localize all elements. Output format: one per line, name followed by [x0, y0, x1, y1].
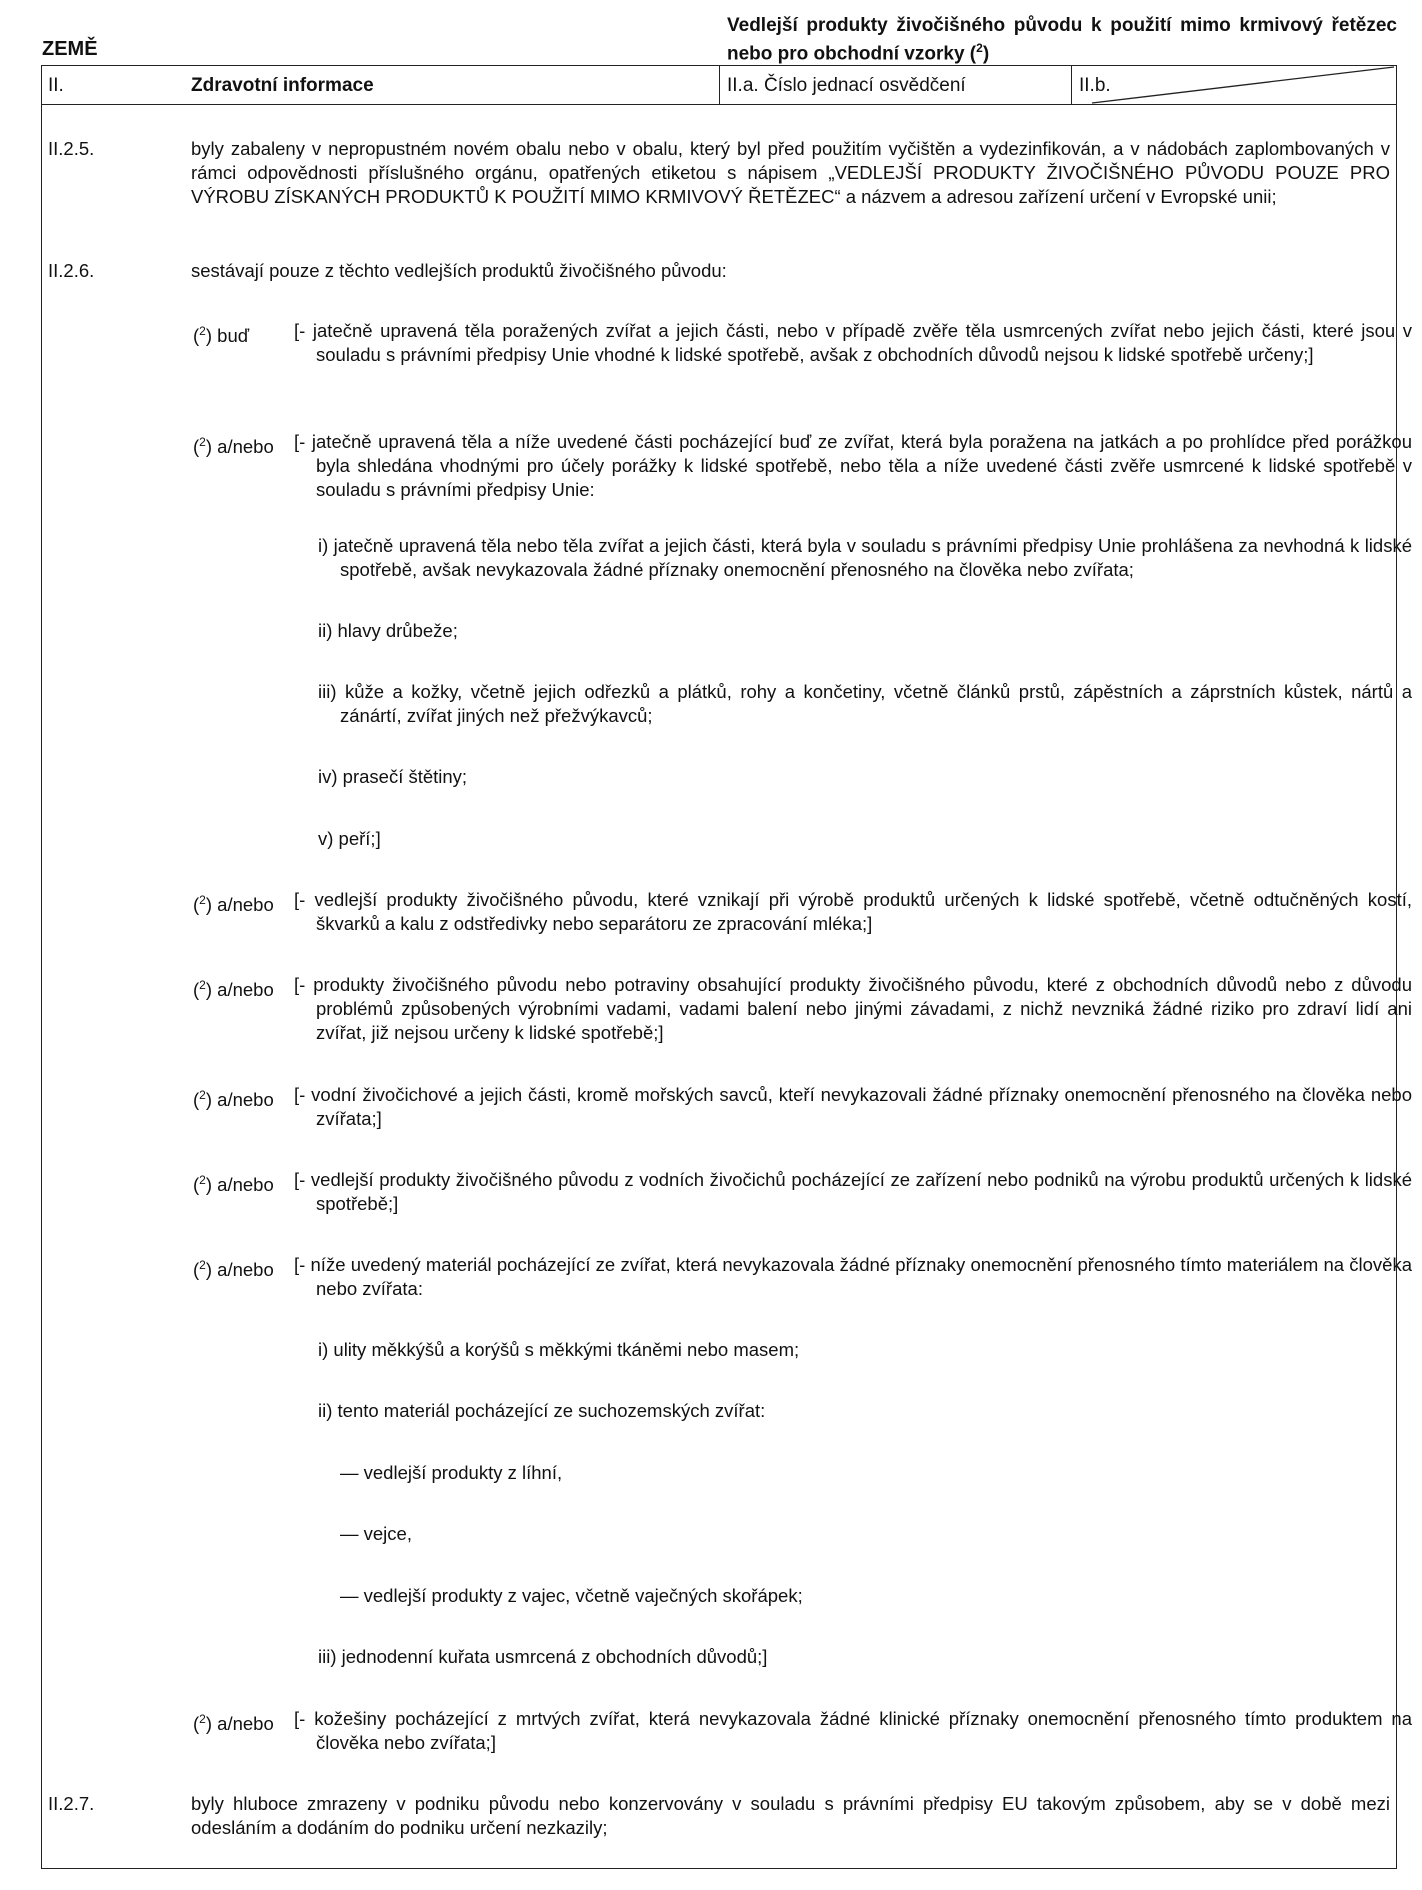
col-divider-1 — [719, 65, 720, 105]
option-marker: ($^2$) a/nebo — [193, 1173, 274, 1196]
title-footnote: 2 — [976, 41, 983, 55]
clause-text: byly zabaleny v nepropustném novém obalu nebo v obalu, který byl před použitím vyčištěn a vydezinfikován, a v nádobách zaplombovaných v rámci odpovědnosti příslušného orgánu, opatřených etiketou s nápisem „VEDLEJŠÍ PRODUKTY ŽIVOČIŠNÉHO PŮVODU POUZE PRO VÝROBU ZÍSKANÝCH PRODUKTŮ K POUŽITÍ MIMO KRMIVOVÝ ŘETĚZEC“ a názvem a adresou zařízení určení v Evropské unii; — [191, 138, 1390, 207]
option-marker: ($^2$) buď — [193, 324, 250, 347]
option-marker: ($^2$) a/nebo — [193, 1258, 274, 1281]
option-text: [- produkty živočišného původu nebo potraviny obsahující produkty živočišného původu, které z obchodních důvodů nebo z důvodu problémů způsobených výrobními vadami, vadami balení nebo jinými závadami, z nichž nevzniká žádné riziko pro zdraví lidí ani zvířat, již nejsou určeny k lidské spotřebě;] — [294, 974, 1412, 1043]
option-text: [- jatečně upravená těla a níže uvedené části pocházející buď ze zvířat, která byla poražena na jatkách a po prohlídce před porážkou byla shledána vhodnými pro účely porážky k lidské spotřebě, nebo těla a níže uvedené části zvěře usmrcené k lidské spotřebě v souladu s právními předpisy Unie: — [294, 431, 1412, 500]
clause-text: sestávají pouze z těchto vedlejších produktů živočišného původu: — [191, 260, 727, 281]
option-text: [- jatečně upravená těla poražených zvířat a jejich části, nebo v případě zvěře těla usmrcených zvířat nebo jejich části, které jsou v souladu s právními předpisy Unie vhodné k lidské spotřebě, avšak z obchodních důvodů nejsou k lidské spotřebě určeny;] — [294, 320, 1412, 365]
option-marker: ($^2$) a/nebo — [193, 1088, 274, 1111]
country-label: ZEMĚ — [42, 38, 98, 60]
list-item: iii) jednodenní kuřata usmrcená z obchodních důvodů;] — [318, 1646, 768, 1667]
list-item: iv) prasečí štětiny; — [318, 766, 468, 787]
option-marker: ($^2$) a/nebo — [193, 978, 274, 1001]
clause-number: II.2.7. — [48, 1793, 95, 1814]
document-title: Vedlejší produkty živočišného původu k použití mimo krmivový řetězec nebo pro obchodní vzorky ($^2$) — [727, 15, 1397, 65]
section-title: Zdravotní informace — [191, 75, 374, 96]
diagonal-strike — [1072, 65, 1397, 105]
list-item: i) ulity měkkýšů a korýšů s měkkými tkáněmi nebo masem; — [318, 1339, 800, 1360]
option-text: [- níže uvedený materiál pocházející ze zvířat, která nevykazovala žádné příznaky onemocnění přenosného tímto materiálem na člověka nebo zvířata: — [294, 1254, 1412, 1299]
option-text: [- vedlejší produkty živočišného původu, které vznikají při výrobě produktů určených k lidské spotřebě, včetně odtučněných kostí, škvarků a kalu z odstředivky nebo separátoru ze zpracování mléka;] — [294, 889, 1412, 934]
list-item: iii) kůže a kožky, včetně jejich odřezků a plátků, rohy a končetiny, včetně článků prstů, zápěstních a záprstních kůstek, nártů a zánártí, zvířat jiných než přežvýkavců; — [318, 681, 1412, 726]
option-text: [- vedlejší produkty živočišného původu z vodních živočichů pocházející ze zařízení nebo podniků na výrobu produktů určených k lidské spotřebě;] — [294, 1169, 1412, 1214]
option-marker: ($^2$) a/nebo — [193, 1712, 274, 1735]
option-text: [- kožešiny pocházející z mrtvých zvířat, která nevykazovala žádné klinické příznaky onemocnění přenosného tímto produktem na člověka nebo zvířata;] — [294, 1708, 1412, 1753]
section-number: II. — [48, 75, 64, 96]
option-text: [- vodní živočichové a jejich části, kromě mořských savců, kteří nevykazovali žádné příznaky onemocnění přenosného na člověka nebo zvířata;] — [294, 1084, 1412, 1129]
list-item: v) peří;] — [318, 828, 381, 849]
dash-item: — vedlejší produkty z líhní, — [340, 1462, 563, 1483]
list-item: i) jatečně upravená těla nebo těla zvířat a jejich části, která byla v souladu s právními předpisy Unie prohlášena za nevhodná k lidské spotřebě, avšak nevykazovala žádné příznaky onemocnění přenosného na člověka nebo zvířata; — [318, 535, 1412, 580]
option-marker: ($^2$) a/nebo — [193, 435, 274, 458]
dash-item: — vedlejší produkty z vajec, včetně vaječných skořápek; — [340, 1585, 803, 1606]
list-item: ii) hlavy drůbeže; — [318, 620, 458, 641]
clause-number: II.2.6. — [48, 260, 95, 281]
clause-text: byly hluboce zmrazeny v podniku původu nebo konzervovány v souladu s právními předpisy EU takovým způsobem, aby se v době mezi odesláním a dodáním do podniku určení nezkazily; — [191, 1793, 1390, 1838]
reference-number-label: II.a. Číslo jednací osvědčení — [727, 75, 966, 96]
ref-b-label: II.b. — [1079, 75, 1111, 96]
list-item: ii) tento materiál pocházející ze suchozemských zvířat: — [318, 1400, 766, 1421]
clause-number: II.2.5. — [48, 138, 95, 159]
dash-item: — vejce, — [340, 1523, 412, 1544]
option-marker: ($^2$) a/nebo — [193, 893, 274, 916]
